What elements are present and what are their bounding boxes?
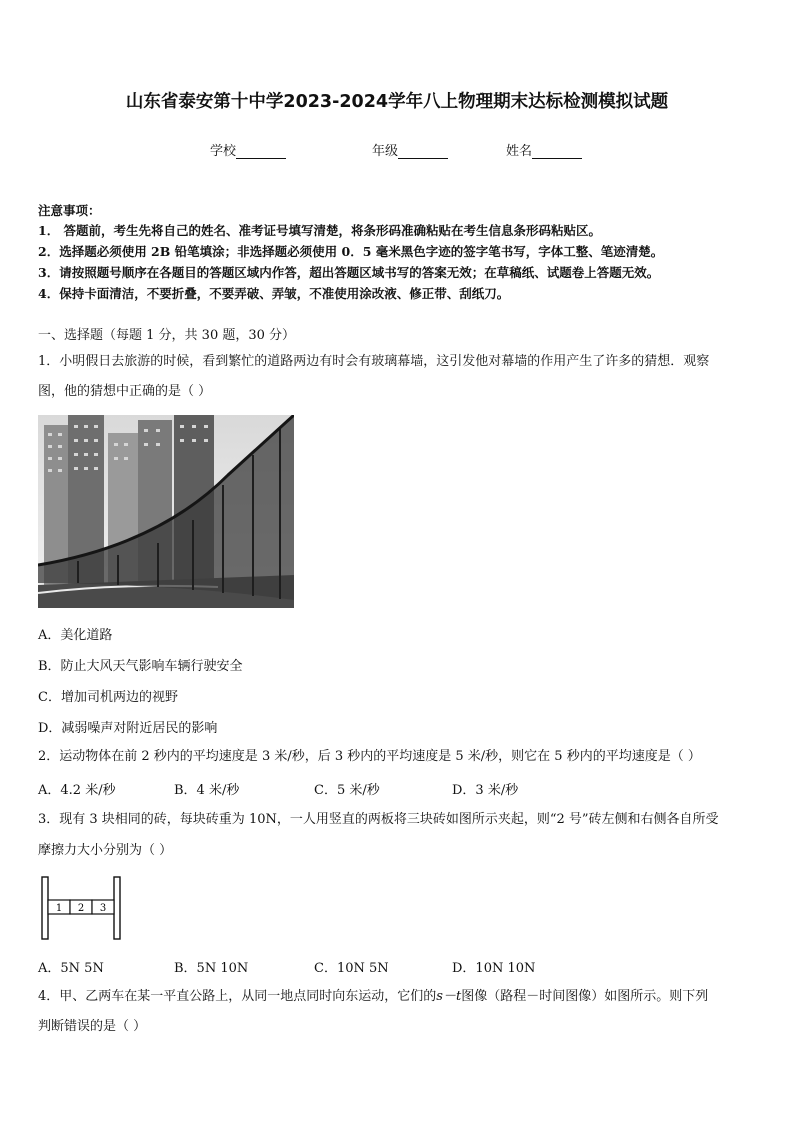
brick-clamp-diagram [40,876,124,940]
name-field [506,140,582,159]
q3-stem-line1: 3．现有 3 块相同的砖，每块砖重为 10N，一人用竖直的两板将三块砖如图所示夹起，则“2 号”砖左侧和右侧各自所受 [38,812,719,827]
q2-option-b: B．4 米/秒 [174,783,240,798]
note-item: 2．选择题必须使用 2B 铅笔填涂；非选择题必须使用 0．5 毫米黑色字迹的签字笔书写，字体工整、笔迹清楚。 [38,244,664,259]
grade-blank [398,144,448,159]
right-board [114,877,120,939]
brick-1-label: 1 [55,903,63,914]
glass-wall-photo [38,415,294,608]
grade-label: 年级 [372,144,399,159]
q4-st-symbol: s－t [436,989,462,1004]
q1-stem-line2: 图，他的猜想中正确的是（ ） [38,384,212,399]
brick-3-label: 3 [99,903,107,914]
q1-option-d: D．减弱噪声对附近居民的影响 [38,721,218,736]
q2-option-c: C．5 米/秒 [314,783,380,798]
q2-option-a: A．4.2 米/秒 [38,783,116,798]
q2-stem: 2．运动物体在前 2 秒内的平均速度是 3 米/秒，后 3 秒内的平均速度是 5 米/秒，则它在 5 秒内的平均速度是（ ） [38,749,701,764]
q2-option-d: D．3 米/秒 [452,783,519,798]
q1-stem-line1: 1．小明假日去旅游的时候，看到繁忙的道路两边有时会有玻璃幕墙，这引发他对幕墙的作用产生了许多的猜想．观察 [38,354,710,369]
q3-option-a: A．5N 5N [38,961,104,976]
q3-option-d: D．10N 10N [452,961,536,976]
q1-option-a: A．美化道路 [38,628,113,643]
q3-option-c: C．10N 5N [314,961,389,976]
name-blank [532,144,582,159]
q1-option-b: B．防止大风天气影响车辆行驶安全 [38,659,243,674]
notes-heading: 注意事项： [38,203,101,218]
name-label: 姓名 [506,144,533,159]
grade-field [372,140,448,159]
q4-stem-line2: 判断错误的是（ ） [38,1019,147,1034]
school-label: 学校 [210,144,237,159]
left-board [42,877,48,939]
note-item: 4．保持卡面清洁，不要折叠，不要弄破、弄皱，不准使用涂改液、修正带、刮纸刀。 [38,286,510,301]
q3-option-b: B．5N 10N [174,961,249,976]
school-field [210,140,286,159]
q4-stem-part1: 4．甲、乙两车在某一平直公路上，从同一地点同时向东运动，它们的 [38,989,437,1004]
school-blank [236,144,286,159]
brick-2-label: 2 [77,903,85,914]
note-item: 3．请按照题号顺序在各题目的答题区域内作答，超出答题区域书写的答案无效；在草稿纸、试题卷上答题无效。 [38,265,660,280]
page-title: 山东省泰安第十中学2023-2024学年八上物理期末达标检测模拟试题 [125,92,669,112]
section-heading: 一、选择题（每题 1 分，共 30 题，30 分） [38,328,296,343]
q4-stem-line1 [38,987,708,1007]
q4-stem-part2: 图像（路程－时间图像）如图所示。则下列 [461,989,709,1004]
q1-option-c: C．增加司机两边的视野 [38,690,178,705]
note-item: 1． 答题前，考生先将自己的姓名、准考证号填写清楚，将条形码准确粘贴在考生信息条形码粘贴区。 [38,223,602,238]
q3-stem-line2: 摩擦力大小分别为（ ） [38,843,173,858]
